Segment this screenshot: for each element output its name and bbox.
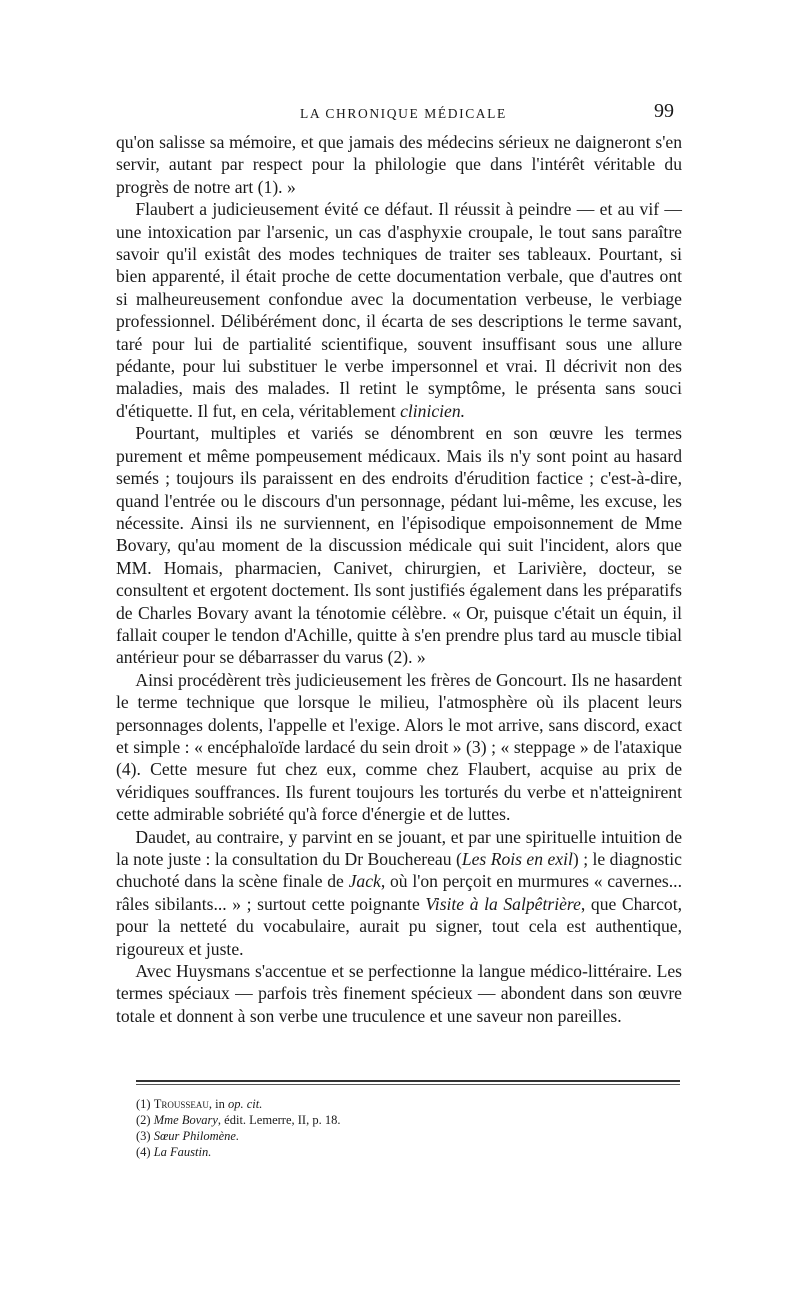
- footnote-italic: Sœur Philomène.: [153, 1129, 240, 1143]
- text-run: , où l'on perçoit en murmures « cavernes... râles sibilants... » ; surtout cette poignante: [116, 871, 682, 914]
- footnote-italic: Mme Bovary: [153, 1113, 218, 1127]
- footnote: [136, 1144, 680, 1160]
- italic-run: Visite à la Salpêtrière: [425, 893, 581, 914]
- footnote-number: (3): [136, 1129, 151, 1143]
- footnotes: [136, 1096, 680, 1160]
- text-run: , que Charcot, pour la netteté du vocabulaire, aurait pu signer, tout cela est authentique, rigoureux et juste.: [116, 893, 682, 959]
- paragraph: qu'on salisse sa mémoire, et que jamais des médecins sérieux ne daigneront s'en servir, autant par respect pour la philologie que dans l'intérêt véritable du progrès de notre art (1). »: [116, 132, 682, 197]
- footnote: [136, 1096, 680, 1112]
- paragraph: Ainsi procédèrent très judicieusement les frères de Goncourt. Ils ne hasardent le terme technique que lorsque le milieu, l'atmosphère où ils placent leurs personnages dolents, l'appelle et l'exige. Alors le mot arrive, sans discord, exact et simple : « encéphaloïde lardacé du sein droit » (3) ; « steppage » de l'ataxique (4). Cette mesure fut chez eux, comme chez Flaubert, acquise au prix de véridiques souffrances. Ils furent toujours les torturés du verbe et n'atteignirent cette admirable sobriété qu'à force d'énergie et de luttes.: [116, 669, 682, 825]
- footnote-number: (2): [136, 1113, 151, 1127]
- running-title: LA CHRONIQUE MÉDICALE: [300, 106, 507, 121]
- footnote-rule-thin: [136, 1084, 680, 1085]
- italic-run: Jack: [348, 871, 381, 892]
- footnote: [136, 1112, 680, 1128]
- footnote-text: , édit. Lemerre, II, p. 18.: [217, 1113, 341, 1127]
- footnote-text: in: [211, 1097, 228, 1111]
- footnote-rule: [136, 1080, 680, 1082]
- footnote-italic: La Faustin.: [153, 1145, 212, 1159]
- paragraph: [116, 198, 682, 422]
- paragraph: [116, 826, 682, 960]
- text-run: Daudet, au contraire, y parvint en se jouant, et par une spirituelle intuition de la note juste : la consultation du Dr Bouchereau (: [116, 826, 682, 869]
- text-run: Flaubert a judicieusement évité ce défaut. Il réussit à peindre — et au vif — une intoxication par l'arsenic, un cas d'asphyxie croupale, le tout sans paraître savoir qu'il existât des modes techniques de traiter ses tableaux. Pourtant, si bien apparenté, il était proche de cette documentation verbale, que d'autres ont si malheureusement confondue avec la documentation verbeuse, le verbiage professionnel. Délibérément donc, il écarta de ses descriptions le terme savant, taré pour lui de partialité scientifique, souvent insuffisant sous une allure pédante, pour lui substituer le verbe impersonnel et vrai. Il décrivit non des maladies, mais des malades. Il retint le symptôme, le présenta sans souci d'étiquette. Il fut, en cela, véritablement: [116, 199, 682, 421]
- footnote-author: Trousseau,: [153, 1097, 212, 1111]
- footnote: [136, 1128, 680, 1144]
- footnote-number: (1): [136, 1097, 151, 1111]
- footnote-italic: op. cit.: [227, 1097, 263, 1111]
- body-text: [116, 131, 682, 1027]
- italic-run: clinicien.: [400, 400, 466, 421]
- page-number: 99: [654, 100, 674, 122]
- page-header: [118, 102, 680, 132]
- paragraph: Avec Huysmans s'accentue et se perfectionne la langue médico-littéraire. Les termes spéciaux — parfois très finement spécieux — abondent dans son œuvre totale et donnent à son verbe une truculence et une saveur non pareilles.: [116, 961, 682, 1026]
- footnote-number: (4): [136, 1145, 151, 1159]
- text-run: ) ; le diagnostic chuchoté dans la scène finale de: [116, 849, 682, 892]
- paragraph: Pourtant, multiples et variés se dénombrent en son œuvre les termes purement et même pompeusement médicaux. Mais ils n'y sont point au hasard semés ; toujours ils paraissent en des endroits d'érudition factice ; c'est-à-dire, quand l'entrée ou le discours d'un personnage, pédant lui-même, les excuse, les nécessite. Ainsi ils ne surviennent, en l'épisodique empoisonnement de Mme Bovary, qu'au moment de la discussion médicale qui suit l'incident, alors que MM. Homais, pharmacien, Canivet, chirurgien, et Larivière, docteur, se consultent et ergotent doctement. Ils sont justifiés également dans les préparatifs de Charles Bovary avant la ténotomie célèbre. « Or, puisque c'était un équin, il fallait couper le tendon d'Achille, quitte à s'en prendre plus tard au muscle tibial antérieur pour se débarrasser du varus (2). »: [116, 423, 682, 668]
- italic-run: Les Rois en exil: [461, 849, 573, 869]
